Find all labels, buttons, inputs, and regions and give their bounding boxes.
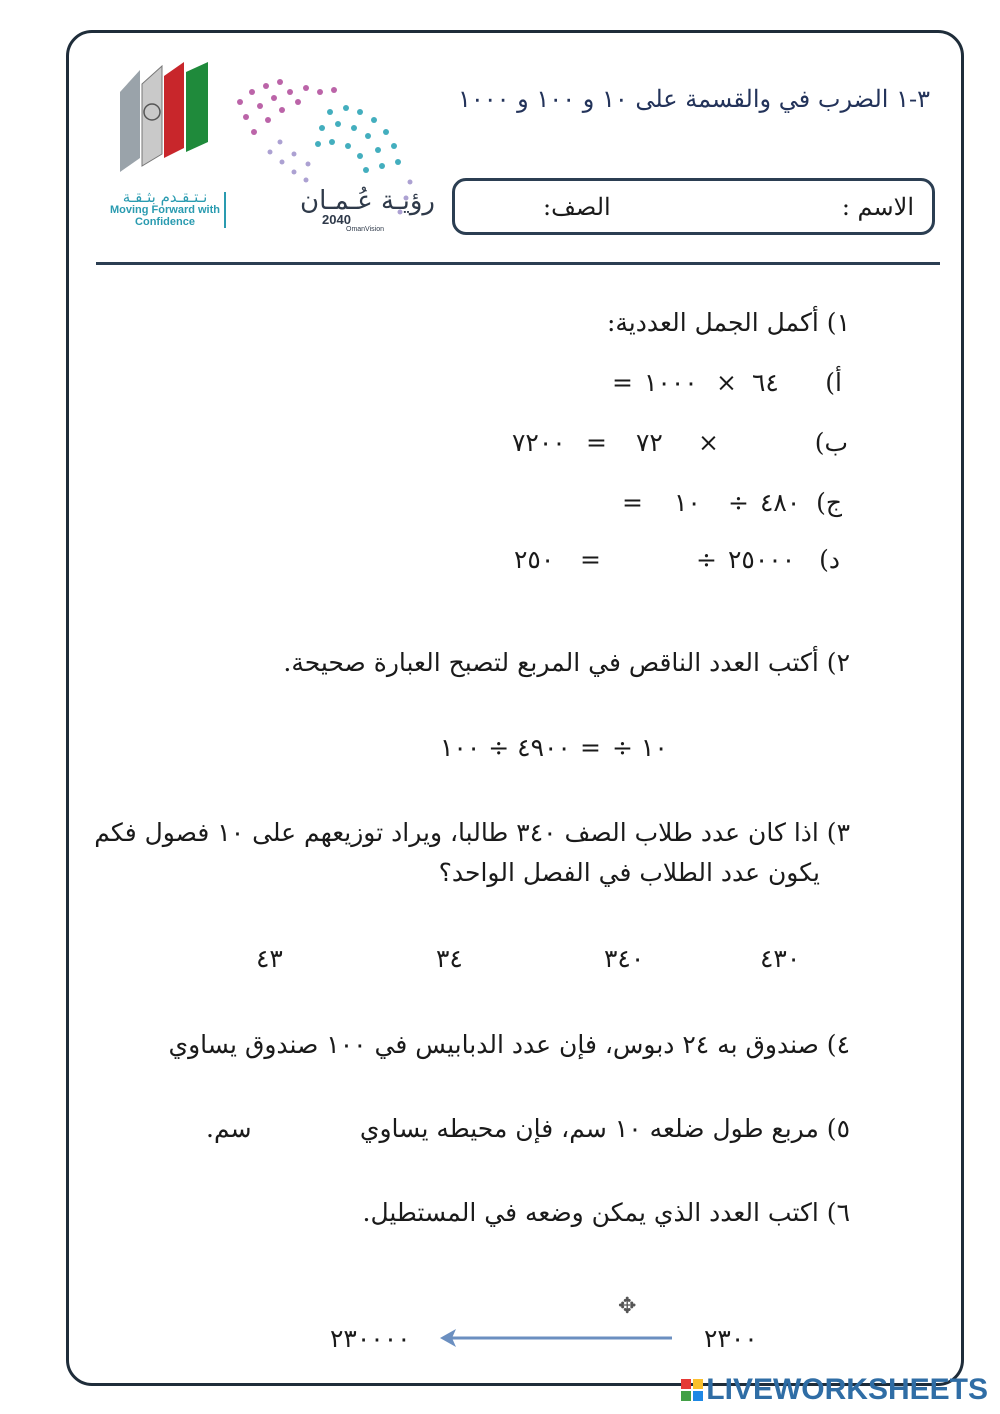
liveworksheets-brand-text: LIVEWORKSHEETS [706,1373,988,1406]
liveworksheets-brand [681,1373,988,1407]
q1-b-eq: = [586,428,608,457]
oman-vision-text: رؤيـة عُـمـان [300,186,435,216]
q1-c-op: ÷ [728,488,750,517]
q3-option-3[interactable]: ٣٤ [436,944,463,973]
q1-a-op: × [716,368,738,397]
q1-a-n1: ٦٤ [752,368,779,397]
arrow-left-icon [436,1322,676,1354]
q2-eq-sign: = [580,733,602,762]
q1-d-label: د) [819,545,840,574]
ministry-logo [112,62,218,172]
q1-a-label: أ) [825,368,842,397]
q1-d-result: ٢٥٠ [514,545,555,574]
q1-b-n2: ٧٢ [636,428,663,457]
q1-c-n2: ١٠ [674,488,701,517]
q3-option-4[interactable]: ٤٣ [256,944,283,973]
header-divider [96,262,940,265]
q1-b-result: ٧٢٠٠ [512,428,566,457]
q1-b-op: × [698,428,720,457]
q1-c-n1: ٤٨٠ [760,488,801,517]
oman-vision-year: 2040 [322,212,351,227]
q1-c-label: ج) [816,488,842,517]
q3-option-1[interactable]: ٤٣٠ [760,944,801,973]
q5-prompt: ٥) مربع طول ضلعه ١٠ سم، فإن محيطه يساوي [359,1114,850,1143]
q2-eq-left: ÷ ١٠ [612,733,668,762]
q3-prompt-line2: يكون عدد الطلاب في الفصل الواحد؟ [438,858,820,887]
liveworksheets-logo-icon [681,1379,703,1401]
ministry-slogan-en: Moving Forward with Confidence [110,204,220,228]
q1-a-n2: ١٠٠٠ [644,368,698,397]
q6-from-value: ٢٣٠٠ [704,1324,758,1353]
ministry-slogan-ar: نـتـقـدم بثـقـة [122,188,208,206]
q3-prompt-line1: ٣) اذا كان عدد طلاب الصف ٣٤٠ طالبا، ويراد توزيعهم على ١٠ فصول فكم [94,818,850,847]
q1-d-op: ÷ [696,545,718,574]
student-info-box [452,178,935,235]
cross-move-icon[interactable]: ✥ [618,1294,637,1319]
name-label: الاسم : [841,193,914,221]
q2-eq-right: ٤٩٠٠ ÷ ١٠٠ [440,733,571,762]
oman-vision-sub: OmanVision [346,226,385,233]
q1-c-eq: = [622,488,644,517]
q4-prompt: ٤) صندوق به ٢٤ دبوس، فإن عدد الدبابيس في ١٠٠ صندوق يساوي [168,1030,850,1059]
q1-prompt: ١) أكمل الجمل العددية: [606,308,850,337]
q2-prompt: ٢) أكتب العدد الناقص في المربع لتصبح العبارة صحيحة. [283,648,850,677]
q1-d-eq: = [580,545,602,574]
q1-a-eq: = [612,368,634,397]
q3-option-2[interactable]: ٣٤٠ [604,944,645,973]
q6-prompt: ٦) اكتب العدد الذي يمكن وضعه في المستطيل. [362,1198,850,1227]
lesson-title: ٣-١ الضرب في والقسمة على ١٠ و ١٠٠ و ١٠٠٠ [457,85,930,113]
q5-unit: سم. [206,1114,252,1143]
q1-b-label: ب) [814,428,848,457]
q6-to-value: ٢٣٠٠٠٠ [330,1324,411,1353]
class-label: الصف: [543,193,611,221]
q1-d-n1: ٢٥٠٠٠ [728,545,796,574]
